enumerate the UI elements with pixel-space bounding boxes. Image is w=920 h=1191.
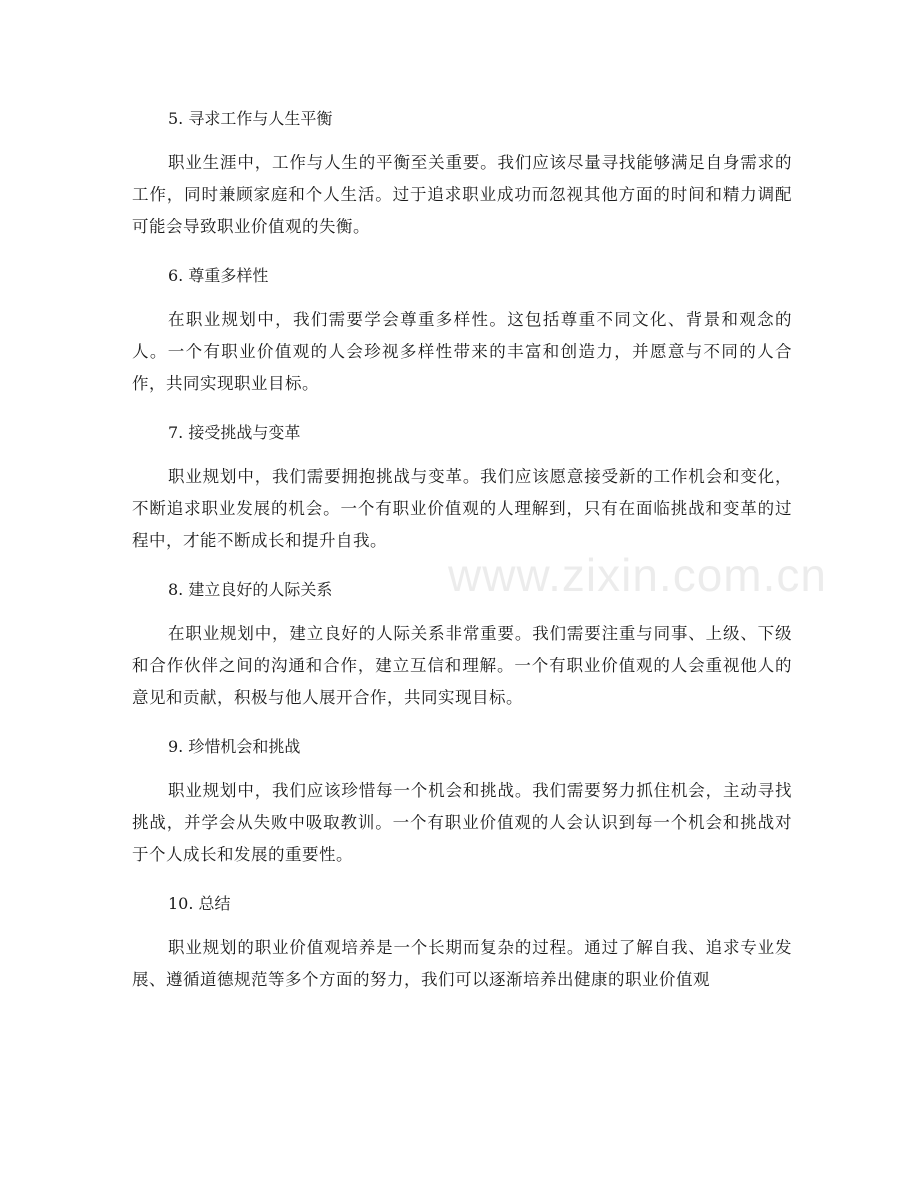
section-heading: 7. 接受挑战与变革	[168, 423, 301, 442]
section-body: 在职业规划中，我们需要学会尊重多样性。这包括尊重不同文化、背景和观念的人。一个有职业价值观的人会珍视多样性带来的丰富和创造力，并愿意与不同的人合作，共同实现职业目标。	[132, 310, 792, 393]
watermark: www.zixin.com.cn	[448, 549, 827, 601]
section-heading: 9. 珍惜机会和挑战	[168, 737, 301, 756]
section-body: 职业规划中，我们应该珍惜每一个机会和挑战。我们需要努力抓住机会，主动寻找挑战，并学会从失败中吸取教训。一个有职业价值观的人会认识到每一个机会和挑战对于个人成长和发展的重要性。	[132, 781, 792, 864]
section-5	[132, 103, 792, 243]
section-heading: 10. 总结	[168, 894, 231, 913]
section-7	[132, 417, 792, 557]
section-6	[132, 260, 792, 400]
section-body: 职业规划中，我们需要拥抱挑战与变革。我们应该愿意接受新的工作机会和变化，不断追求职业发展的机会。一个有职业价值观的人理解到，只有在面临挑战和变革的过程中，才能不断成长和提升自我。	[132, 467, 792, 550]
section-body: 职业生涯中，工作与人生的平衡至关重要。我们应该尽量寻找能够满足自身需求的工作，同时兼顾家庭和个人生活。过于追求职业成功而忽视其他方面的时间和精力调配可能会导致职业价值观的失衡。	[132, 153, 792, 236]
section-heading: 6. 尊重多样性	[168, 266, 269, 285]
section-10	[132, 888, 792, 996]
section-body: 职业规划的职业价值观培养是一个长期而复杂的过程。通过了解自我、追求专业发展、遵循道德规范等多个方面的努力，我们可以逐渐培养出健康的职业价值观	[132, 938, 792, 989]
section-9	[132, 731, 792, 871]
section-heading: 8. 建立良好的人际关系	[168, 580, 333, 599]
section-heading: 5. 寻求工作与人生平衡	[168, 109, 333, 128]
section-body: 在职业规划中，建立良好的人际关系非常重要。我们需要注重与同事、上级、下级和合作伙伴之间的沟通和合作，建立互信和理解。一个有职业价值观的人会重视他人的意见和贡献，积极与他人展开合作，共同实现目标。	[132, 624, 792, 707]
